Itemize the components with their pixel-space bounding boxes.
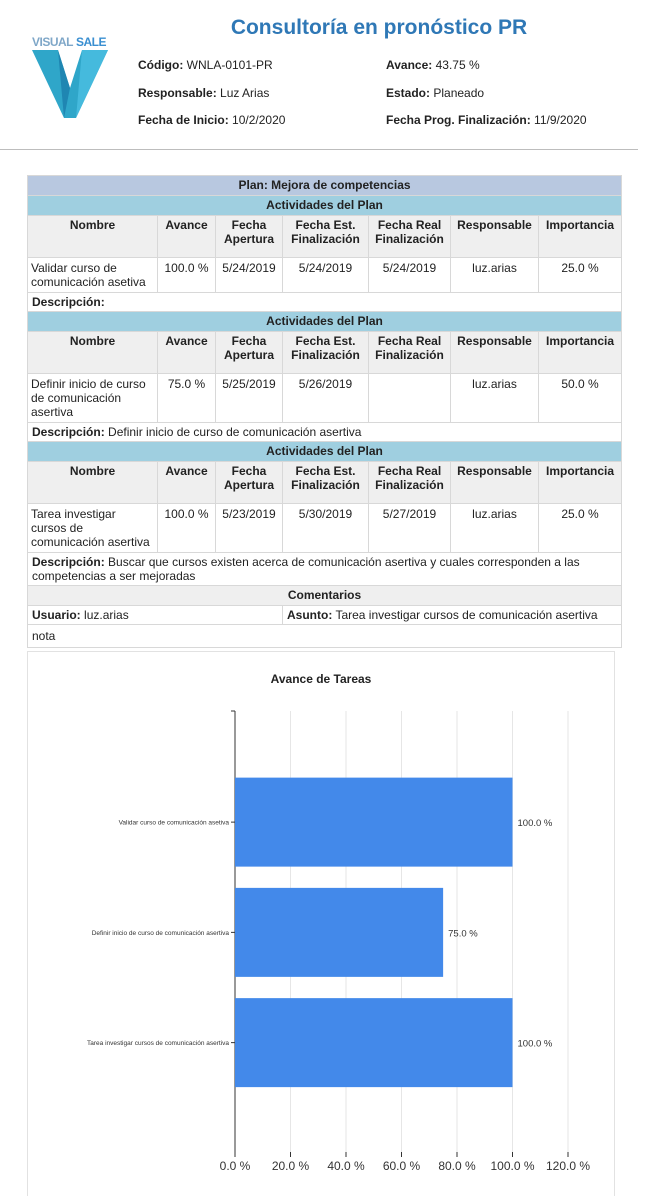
- column-header: Nombre: [28, 216, 158, 258]
- column-header: Fecha Apertura: [216, 462, 283, 504]
- visualsale-logo: [28, 30, 112, 122]
- column-header: Nombre: [28, 332, 158, 374]
- activity-real-fin: [369, 374, 451, 423]
- activity-row: [28, 258, 622, 293]
- column-header: Nombre: [28, 462, 158, 504]
- activity-responsable: luz.arias: [451, 258, 539, 293]
- activity-responsable: luz.arias: [451, 504, 539, 553]
- activity-avance: 100.0 %: [158, 258, 216, 293]
- column-header: Fecha Apertura: [216, 332, 283, 374]
- column-header: Importancia: [539, 462, 622, 504]
- activity-apertura: 5/25/2019: [216, 374, 283, 423]
- activity-apertura: 5/23/2019: [216, 504, 283, 553]
- plan-table: [27, 175, 622, 648]
- column-header: Fecha Real Finalización: [369, 332, 451, 374]
- activity-importancia: 25.0 %: [539, 258, 622, 293]
- avance-field: Avance: 43.75 %: [386, 58, 480, 72]
- column-header: Avance: [158, 216, 216, 258]
- column-header: Fecha Est. Finalización: [283, 216, 369, 258]
- activity-real-fin: 5/27/2019: [369, 504, 451, 553]
- activity-est-fin: 5/24/2019: [283, 258, 369, 293]
- activity-description: Descripción: Buscar que cursos existen acerca de comunicación asertiva y cuales corresponden a las competencias a ser mejoradas: [28, 553, 622, 586]
- chart-container: [27, 651, 615, 1196]
- activity-responsable: luz.arias: [451, 374, 539, 423]
- bar: [235, 778, 513, 867]
- column-header-row: [28, 332, 622, 374]
- column-header: Avance: [158, 332, 216, 374]
- x-tick-label: 120.0 %: [545, 1159, 591, 1173]
- x-tick-label: 40.0 %: [327, 1159, 365, 1173]
- column-header: Fecha Real Finalización: [369, 216, 451, 258]
- activity-row: [28, 374, 622, 423]
- category-label: Tarea investigar cursos de comunicación asertiva: [87, 1040, 229, 1048]
- comments-title: Comentarios: [28, 586, 622, 606]
- plan-title: Plan: Mejora de competencias: [28, 176, 622, 196]
- activity-real-fin: 5/24/2019: [369, 258, 451, 293]
- bar-value-label: 100.0 %: [517, 1038, 553, 1050]
- column-header-row: [28, 216, 622, 258]
- activity-avance: 100.0 %: [158, 504, 216, 553]
- column-header: Importancia: [539, 332, 622, 374]
- column-header: Fecha Apertura: [216, 216, 283, 258]
- chart-title: Avance de Tareas: [270, 672, 372, 686]
- column-header: Fecha Real Finalización: [369, 462, 451, 504]
- x-tick-label: 60.0 %: [382, 1159, 421, 1173]
- report-title: Consultoría en pronóstico PR: [230, 16, 528, 39]
- activity-nombre: Definir inicio de curso de comunicación asertiva: [28, 374, 158, 423]
- comment-body: nota: [28, 625, 622, 648]
- activities-title: Actividades del Plan: [28, 312, 622, 332]
- responsable-field: Responsable: Luz Arias: [138, 86, 270, 100]
- activity-avance: 75.0 %: [158, 374, 216, 423]
- column-header: Avance: [158, 462, 216, 504]
- activity-nombre: Validar curso de comunicación asetiva: [28, 258, 158, 293]
- column-header: Responsable: [451, 462, 539, 504]
- activity-importancia: 25.0 %: [539, 504, 622, 553]
- column-header: Responsable: [451, 332, 539, 374]
- x-tick-label: 0.0 %: [219, 1159, 251, 1173]
- bar-value-label: 100.0 %: [517, 818, 553, 830]
- bar: [235, 888, 443, 977]
- activities-title: Actividades del Plan: [28, 442, 622, 462]
- codigo-field: Código: WNLA-0101-PR: [138, 58, 273, 72]
- bar-value-label: 75.0 %: [448, 928, 478, 940]
- fecha-fin-field: Fecha Prog. Finalización: 11/9/2020: [386, 113, 587, 127]
- x-tick-label: 100.0 %: [490, 1159, 535, 1173]
- activity-description: Descripción:: [28, 293, 622, 312]
- activity-description: Descripción: Definir inicio de curso de comunicación asertiva: [28, 423, 622, 442]
- progress-chart: [28, 652, 616, 1196]
- column-header-row: [28, 462, 622, 504]
- activities-title: Actividades del Plan: [28, 196, 622, 216]
- bar: [235, 998, 513, 1087]
- activity-est-fin: 5/30/2019: [283, 504, 369, 553]
- activity-importancia: 50.0 %: [539, 374, 622, 423]
- activity-apertura: 5/24/2019: [216, 258, 283, 293]
- activity-est-fin: 5/26/2019: [283, 374, 369, 423]
- svg-text:SALE: SALE: [76, 35, 107, 49]
- activity-row: [28, 504, 622, 553]
- column-header: Importancia: [539, 216, 622, 258]
- report-header: [0, 0, 638, 150]
- estado-field: Estado: Planeado: [386, 86, 485, 100]
- category-label: Definir inicio de curso de comunicación asertiva: [91, 929, 229, 937]
- column-header: Responsable: [451, 216, 539, 258]
- comment-subject: Asunto: Tarea investigar cursos de comunicación asertiva: [283, 606, 622, 625]
- x-tick-label: 80.0 %: [438, 1159, 476, 1173]
- activity-nombre: Tarea investigar cursos de comunicación asertiva: [28, 504, 158, 553]
- column-header: Fecha Est. Finalización: [283, 332, 369, 374]
- comment-user: Usuario: luz.arias: [28, 606, 283, 625]
- x-tick-label: 20.0 %: [271, 1159, 310, 1173]
- column-header: Fecha Est. Finalización: [283, 462, 369, 504]
- category-label: Validar curso de comunicación asetiva: [118, 819, 229, 827]
- fecha-inicio-field: Fecha de Inicio: 10/2/2020: [138, 113, 286, 127]
- svg-text:VISUAL: VISUAL: [32, 35, 74, 49]
